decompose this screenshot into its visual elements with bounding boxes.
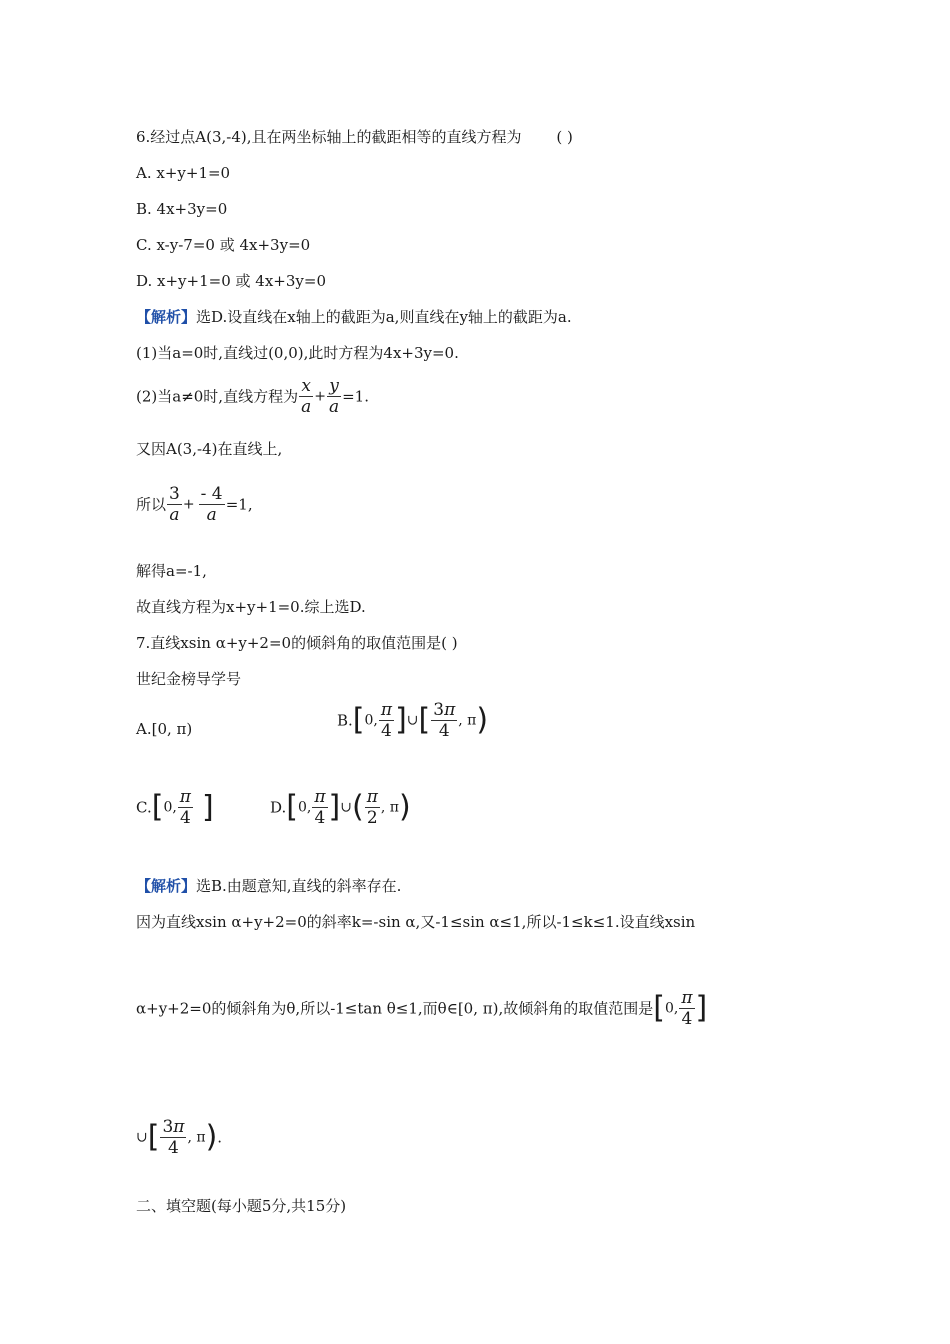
q7-source-label: 世纪金榜导学号 <box>136 670 242 688</box>
q6-analysis-text-1: 选D.设直线在x轴上的截距为a,则直线在y轴上的截距为a. <box>196 308 572 326</box>
q7-analysis-text-1: 选B.由题意知,直线的斜率存在. <box>196 877 402 895</box>
section-heading-fill-in: 二、填空题(每小题5分,共15分) <box>136 1197 347 1215</box>
q7-option-d-label: D. <box>270 798 287 817</box>
fraction-pi-over-4: $\frac{\pi}{4}$ <box>314 787 326 828</box>
q7-option-b: B.[0, $\frac{\pi}{4}$ ]∪[ $\frac{3\pi}{4}$ , π) <box>337 700 489 741</box>
fraction-pi-over-4: $\frac{\pi}{4}$ <box>380 700 393 741</box>
q7-option-a: A.[0, π) <box>136 720 193 738</box>
fraction-pi-over-4: $\frac{\pi}{4}$ <box>179 787 191 828</box>
q6-analysis-line-6: 解得a=-1, <box>136 562 207 580</box>
q6-option-b: B. 4x+3y=0 <box>136 200 228 218</box>
q6-analysis-text-3-end: =1. <box>342 387 369 406</box>
q6-option-c: C. x-y-7=0 或 4x+3y=0 <box>136 236 311 254</box>
fraction-pi-over-2: $\frac{\pi}{2}$ <box>366 787 378 828</box>
q6-analysis-text-5: 所以 <box>136 495 167 514</box>
q6-analysis-line-3: (2)当a≠0时,直线方程为 $\frac{x}{a}$ + $\frac{y}{a}$ =1. <box>136 376 369 417</box>
fraction-3-over-a: $\frac{3}{a}$ <box>169 484 180 525</box>
q6-analysis-text-5-end: =1, <box>225 495 253 514</box>
q7-analysis-line-4: ∪[ $\frac{3\pi}{4}$ , π). <box>136 1117 223 1158</box>
q6-analysis-text-3: (2)当a≠0时,直线方程为 <box>136 387 299 406</box>
fraction-3pi-over-4: $\frac{3\pi}{4}$ <box>162 1117 185 1158</box>
q7-analysis-text-4-end: . <box>217 1128 223 1147</box>
q7-analysis-line-2: 因为直线xsin α+y+2=0的斜率k=-sin α,又-1≤sin α≤1,所以-1≤k≤1.设直线xsin <box>136 913 696 931</box>
q6-analysis-line-5: 所以 $\frac{3}{a}$ + $\frac{- 4}{a}$ =1, <box>136 484 253 525</box>
q6-stem-text: 6.经过点A(3,-4),且在两坐标轴上的截距相等的直线方程为 <box>136 128 522 146</box>
q7-option-b-label: B. <box>337 711 353 730</box>
q6-analysis-line-1 <box>136 307 572 327</box>
q7-option-d: D.[0, $\frac{\pi}{4}$ ]∪( $\frac{\pi}{2}$ , π) <box>270 787 411 828</box>
fraction-x-over-a: $\frac{x}{a}$ <box>301 376 312 417</box>
fraction-3pi-over-4: $\frac{3\pi}{4}$ <box>433 700 456 741</box>
q6-answer-paren: ( ) <box>556 128 573 146</box>
q6-option-d: D. x+y+1=0 或 4x+3y=0 <box>136 272 326 290</box>
q6-analysis-line-7: 故直线方程为x+y+1=0.综上选D. <box>136 598 366 616</box>
q7-option-c-label: C. <box>136 798 152 817</box>
analysis-tag: 【解析】 <box>136 308 197 326</box>
q6-stem <box>136 127 573 147</box>
q6-analysis-line-2: (1)当a=0时,直线过(0,0),此时方程为4x+3y=0. <box>136 344 459 362</box>
fraction-pi-over-4: $\frac{\pi}{4}$ <box>681 988 693 1029</box>
q6-option-a: A. x+y+1=0 <box>136 164 231 182</box>
q7-option-c: C.[0, $\frac{\pi}{4}$ ] <box>136 787 214 828</box>
q7-analysis-text-3: α+y+2=0的倾斜角为θ,所以-1≤tan θ≤1,而θ∈[0, π),故倾斜角的取值范围是 <box>136 999 654 1018</box>
q7-analysis-line-3: α+y+2=0的倾斜角为θ,所以-1≤tan θ≤1,而θ∈[0, π),故倾斜角的取值范围是[0, $\frac{\pi}{4}$ ] <box>136 988 708 1029</box>
fraction-y-over-a: $\frac{y}{a}$ <box>328 376 340 417</box>
fraction-neg4-over-a: $\frac{- 4}{a}$ <box>199 484 225 525</box>
q6-analysis-line-4: 又因A(3,-4)在直线上, <box>136 440 283 458</box>
analysis-tag: 【解析】 <box>136 877 197 895</box>
q7-stem: 7.直线xsin α+y+2=0的倾斜角的取值范围是( ) <box>136 634 458 652</box>
q7-analysis-line-1 <box>136 876 401 896</box>
